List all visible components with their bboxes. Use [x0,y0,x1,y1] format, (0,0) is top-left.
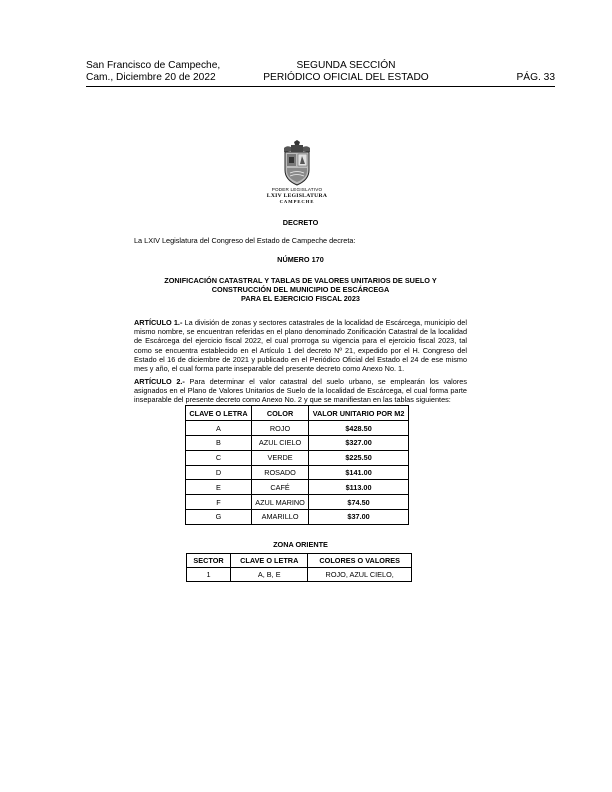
table-row [186,450,409,465]
cell-color: ROSADO [251,465,308,480]
table-row [186,495,409,510]
cell-colores: ROJO, AZUL CIELO, [308,568,412,582]
title-line-1: ZONIFICACIÓN CATASTRAL Y TABLAS DE VALORES UNITARIOS DE SUELO Y [164,275,437,285]
emblem-campeche: CAMPECHE [279,198,315,204]
valores-table [185,405,409,524]
header-valor: VALOR UNITARIO POR M2 [309,406,409,421]
document-title [134,276,467,304]
cell-clave: B [186,436,252,451]
header-publication [246,60,446,84]
cell-clave: F [186,495,252,510]
header-date: Cam., Diciembre 20 de 2022 [86,72,216,83]
article-2 [134,377,467,405]
cell-valor: $113.00 [309,480,409,495]
cell-valor: $141.00 [309,465,409,480]
header-periodico: PERIÓDICO OFICIAL DEL ESTADO [263,72,429,83]
title-line-3: PARA EL EJERCICIO FISCAL 2023 [241,294,360,304]
header-section: SEGUNDA SECCIÓN [296,60,396,71]
valores-header-row [186,406,409,421]
cell-color: VERDE [251,450,308,465]
emblem-poder-legislativo: PODER LEGISLATIVO [271,187,323,192]
cell-valor: $37.00 [309,510,409,525]
zona-oriente-heading: ZONA ORIENTE [273,539,328,549]
cell-color: AZUL CIELO [251,436,308,451]
article-2-label: ARTÍCULO 2.- [134,376,185,386]
header-location-date [86,60,220,84]
page-header [86,60,555,87]
cell-color: AMARILLO [251,510,308,525]
article-1-text: La división de zonas y sectores catastrales de la localidad de Escárcega, municipio del mismo nombre, se encuentran referidas en el plano denominado Zonificación Catastral de la localidad de Escárcega del ejercicio fiscal 2022, el cual prorroga su vigencia para el ejercicio fiscal 2023, tal como se encuentra establecido en el Artículo 1 del decreto Nº 21, expedido por el H. Congreso del Estado el 16 de diciembre de 2021 y publicado en el Periódico Oficial del Estado el 24 de ese mismo mes y año, el cual forma parte inseparable del presente decreto como Anexo No. 1. [134,317,467,374]
cell-sector: 1 [187,568,231,582]
header-clave: CLAVE O LETRA [231,554,308,568]
table-row [186,480,409,495]
header-color: COLOR [251,406,308,421]
cell-valor: $74.50 [309,495,409,510]
cell-clave: C [186,450,252,465]
header-clave: CLAVE O LETRA [186,406,252,421]
header-location: San Francisco de Campeche, [86,60,221,71]
table-row [187,568,412,582]
cell-clave: E [186,480,252,495]
coat-of-arms-icon [278,140,316,186]
cell-valor: $327.00 [309,436,409,451]
cell-clave: D [186,465,252,480]
title-line-2: CONSTRUCCIÓN DEL MUNICIPIO DE ESCÁRCEGA [211,285,390,295]
intro-text: La LXIV Legislatura del Congreso del Estado de Campeche decreta: [134,236,356,246]
numero-heading: NÚMERO 170 [277,254,324,264]
table-row [186,510,409,525]
table-row [186,436,409,451]
header-sector: SECTOR [187,554,231,568]
cell-color: AZUL MARINO [251,495,308,510]
article-2-text: Para determinar el valor catastral del suelo urbano, se emplearán los valores asignados en el Plano de Valores Unitarios de Suelo de la localidad de Escárcega, el cual forma parte inseparable del presente decreto como Anexo No. 2 y que se manifiestan en las tablas siguientes: [134,376,468,405]
cell-color: CAFÉ [251,480,308,495]
cell-color: ROJO [251,421,308,436]
zona-header-row [187,554,412,568]
article-1-label: ARTÍCULO 1.- [134,317,183,327]
decreto-heading: DECRETO [282,218,319,227]
zona-oriente-table [186,553,412,582]
table-row [186,465,409,480]
table-row [186,421,409,436]
header-colores: COLORES O VALORES [308,554,412,568]
legislature-emblem [262,140,332,218]
article-1 [134,318,467,374]
cell-clave: G [186,510,252,525]
emblem-legislatura: LXIV LEGISLATURA [266,192,328,199]
cell-valor: $428.50 [309,421,409,436]
cell-clave: A [186,421,252,436]
cell-valor: $225.50 [309,450,409,465]
document-body [134,218,467,582]
cell-clave: A, B, E [231,568,308,582]
header-page-number: PÁG. 33 [516,72,555,83]
